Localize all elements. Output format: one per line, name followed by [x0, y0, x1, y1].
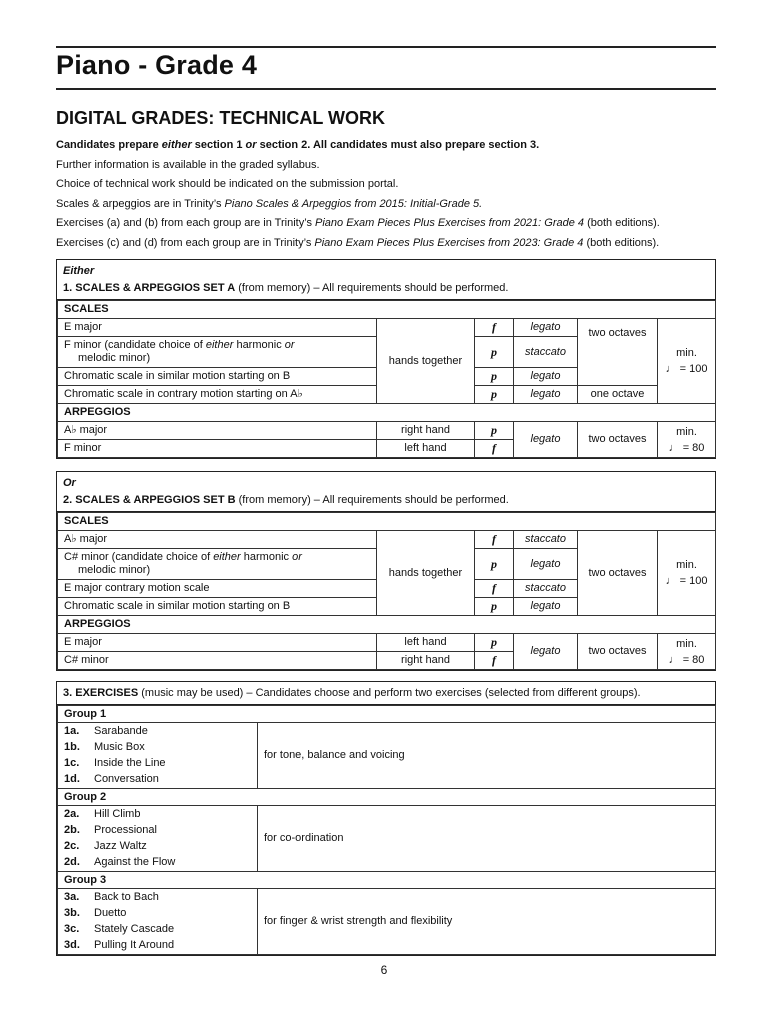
- set-a-heading: Either 1. SCALES & ARPEGGIOS SET A (from memory) – All requirements should be performed.: [57, 260, 715, 300]
- dynamic-mark: f: [475, 440, 514, 458]
- articulation: staccato: [514, 580, 578, 598]
- group-3-items: 3a. Back to Bach 3b. Duetto 3c. Stately Cascade 3d. Pulling It Around: [58, 889, 258, 955]
- articulation: staccato: [514, 337, 578, 368]
- range: two octaves: [578, 422, 658, 458]
- page-number: 6: [380, 963, 388, 977]
- set-b-table: [57, 512, 716, 670]
- arpeggio-row: C# minor: [58, 652, 377, 670]
- page-title: Piano - Grade 4: [56, 50, 258, 80]
- scale-row: C# minor (candidate choice of either harmonic or melodic minor): [58, 549, 377, 580]
- exercises-table: [57, 705, 716, 955]
- intro-line-5: Exercises (a) and (b) from each group are in Trinity’s Piano Exam Pieces Plus Exercises from 2021: Grade 4 (both editions).: [56, 217, 660, 229]
- range: one octave: [578, 386, 658, 404]
- dynamic-mark: p: [475, 549, 514, 580]
- group-focus: for tone, balance and voicing: [258, 723, 716, 789]
- hand: left hand: [377, 634, 475, 652]
- group-label: Group 3: [58, 872, 716, 889]
- tempo: min. ♩ = 80: [658, 422, 716, 458]
- arpeggios-label: ARPEGGIOS: [58, 404, 716, 422]
- articulation: legato: [514, 368, 578, 386]
- scale-row: A♭ major: [58, 531, 377, 549]
- range: two octaves: [578, 531, 658, 616]
- hands-together: hands together: [377, 531, 475, 616]
- arpeggio-row: E major: [58, 634, 377, 652]
- tempo: min. ♩ = 100: [658, 319, 716, 404]
- intro-line-6: Exercises (c) and (d) from each group are in Trinity’s Piano Exam Pieces Plus Exercises from 2023: Grade 4 (both editions).: [56, 236, 660, 249]
- articulation: legato: [514, 598, 578, 616]
- scale-row: Chromatic scale in contrary motion starting on A♭: [58, 386, 377, 404]
- arpeggio-row: F minor: [58, 440, 377, 458]
- title-rule: [56, 88, 716, 90]
- dynamic-mark: p: [475, 386, 514, 404]
- dynamic-mark: f: [475, 652, 514, 670]
- hand: right hand: [377, 422, 475, 440]
- dynamic-mark: p: [475, 337, 514, 368]
- articulation: legato: [514, 549, 578, 580]
- scale-row: Chromatic scale in similar motion starting on B: [58, 368, 377, 386]
- scale-row: Chromatic scale in similar motion starting on B: [58, 598, 377, 616]
- intro-line-3: Choice of technical work should be indicated on the submission portal.: [56, 178, 399, 190]
- scales-label: SCALES: [58, 513, 716, 531]
- articulation: legato: [514, 422, 578, 458]
- set-a-box: [56, 259, 716, 459]
- arpeggio-row: A♭ major: [58, 422, 377, 440]
- top-rule: [56, 46, 716, 48]
- exercises-heading: 3. EXERCISES (music may be used) – Candidates choose and perform two exercises (selected from different groups).: [57, 682, 715, 705]
- dynamic-mark: p: [475, 368, 514, 386]
- set-b-box: [56, 471, 716, 671]
- dynamic-mark: f: [475, 580, 514, 598]
- dynamic-mark: p: [475, 634, 514, 652]
- articulation: legato: [514, 386, 578, 404]
- scale-row: E major contrary motion scale: [58, 580, 377, 598]
- group-focus: for co-ordination: [258, 806, 716, 872]
- hand: left hand: [377, 440, 475, 458]
- articulation: staccato: [514, 531, 578, 549]
- intro-line-2: Further information is available in the graded syllabus.: [56, 158, 320, 171]
- dynamic-mark: p: [475, 598, 514, 616]
- dynamic-mark: p: [475, 422, 514, 440]
- tempo: min. ♩ = 80: [658, 634, 716, 670]
- section-title: DIGITAL GRADES: TECHNICAL WORK: [56, 108, 385, 128]
- group-label: Group 1: [58, 706, 716, 723]
- group-1-items: 1a. Sarabande 1b. Music Box 1c. Inside the Line 1d. Conversation: [58, 723, 258, 789]
- scale-row: E major: [58, 319, 377, 337]
- set-a-table: [57, 300, 716, 458]
- hands-together: hands together: [377, 319, 475, 404]
- articulation: legato: [514, 319, 578, 337]
- arpeggios-label: ARPEGGIOS: [58, 616, 716, 634]
- intro-text: [56, 136, 716, 253]
- group-label: Group 2: [58, 789, 716, 806]
- group-2-items: 2a. Hill Climb 2b. Processional 2c. Jazz Waltz 2d. Against the Flow: [58, 806, 258, 872]
- tempo: min. ♩ = 100: [658, 531, 716, 616]
- range: two octaves: [578, 319, 658, 386]
- intro-line-4: Scales & arpeggios are in Trinity’s Piano Scales & Arpeggios from 2015: Initial-Grade 5.: [56, 197, 483, 210]
- scale-row: F minor (candidate choice of either harmonic or melodic minor): [58, 337, 377, 368]
- intro-line-1: Candidates prepare either section 1 or section 2. All candidates must also prepare section 3.: [56, 139, 540, 151]
- scales-label: SCALES: [58, 301, 716, 319]
- exercises-box: [56, 681, 716, 956]
- group-focus: for finger & wrist strength and flexibility: [258, 889, 716, 955]
- set-b-heading: Or 2. SCALES & ARPEGGIOS SET B (from memory) – All requirements should be performed.: [57, 472, 715, 512]
- articulation: legato: [514, 634, 578, 670]
- hand: right hand: [377, 652, 475, 670]
- dynamic-mark: f: [475, 531, 514, 549]
- dynamic-mark: f: [475, 319, 514, 337]
- range: two octaves: [578, 634, 658, 670]
